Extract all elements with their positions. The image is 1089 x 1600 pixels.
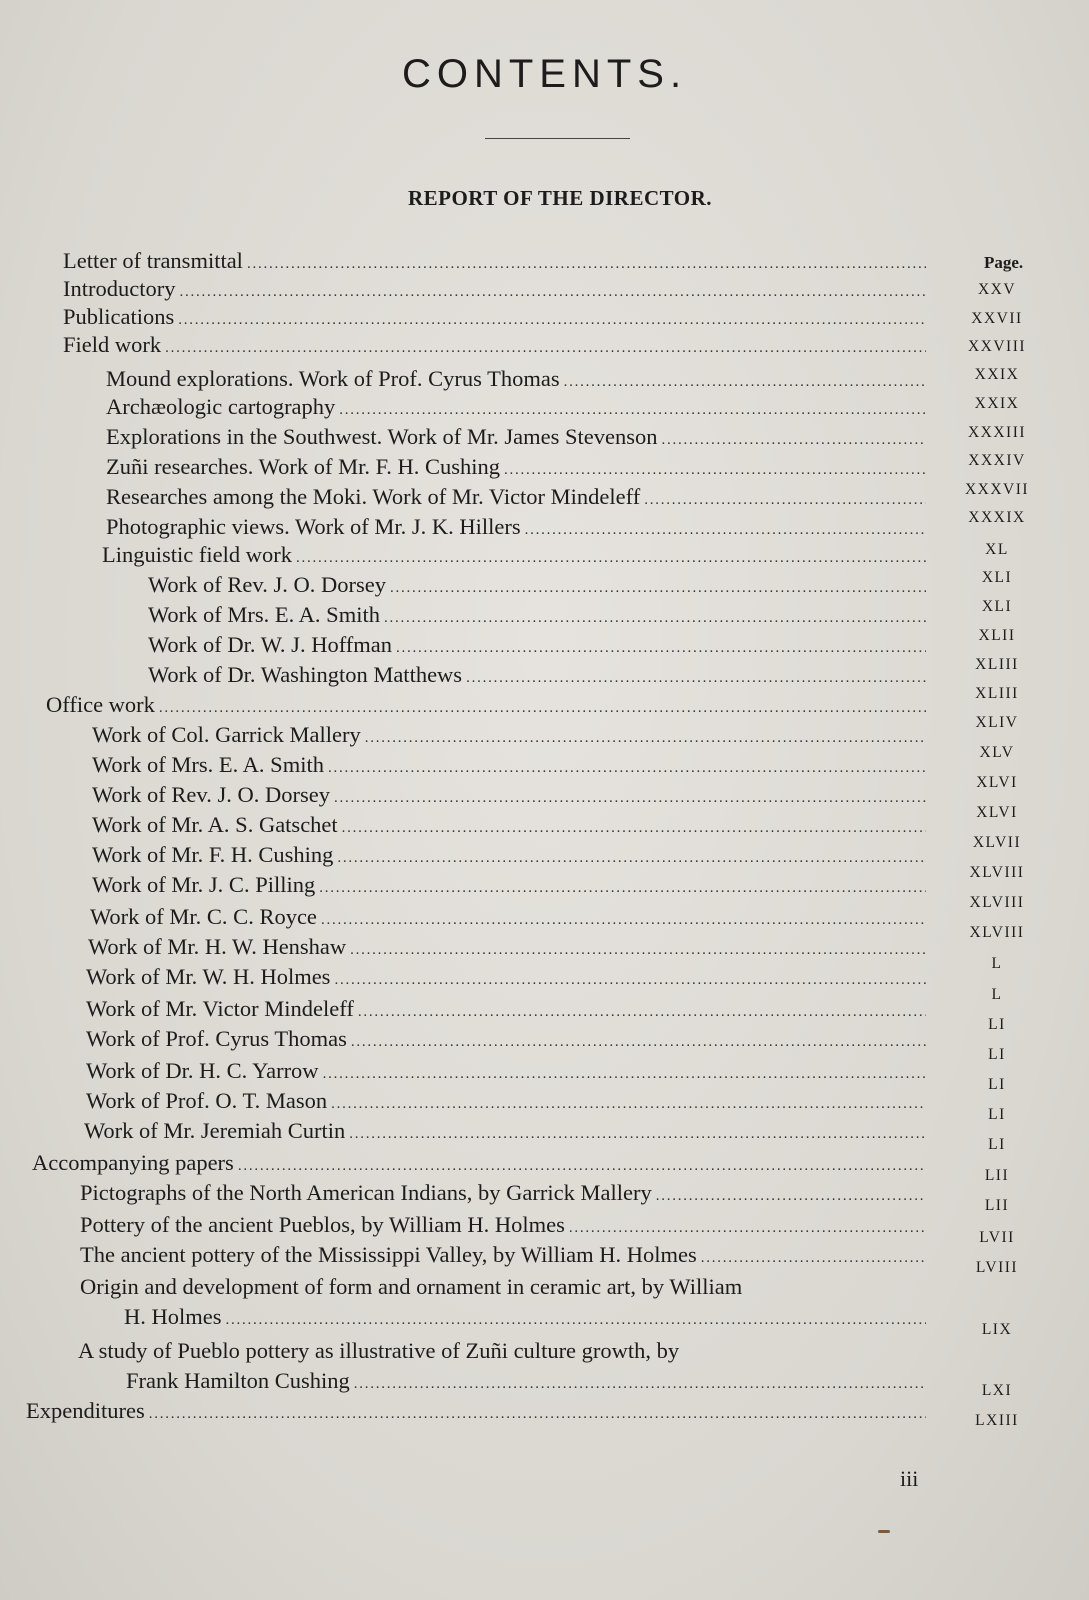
- dot-leader: [238, 1158, 926, 1175]
- toc-entry-label: Mound explorations. Work of Prof. Cyrus Thomas: [106, 366, 560, 391]
- dot-leader: [349, 1126, 926, 1143]
- toc-entry-page: LII: [984, 1167, 1010, 1184]
- toc-entry: [86, 996, 930, 1026]
- dot-leader: [396, 640, 926, 657]
- toc-entry-label: Work of Dr. Washington Matthews: [148, 662, 463, 687]
- toc-entry: [106, 424, 930, 454]
- dot-leader: [296, 550, 926, 567]
- toc-entry-label: Work of Rev. J. O. Dorsey: [92, 782, 330, 807]
- toc-entry: [106, 454, 930, 484]
- dot-leader: [339, 402, 926, 419]
- toc-entry: [63, 276, 930, 306]
- dot-leader: [247, 256, 926, 273]
- dot-leader: [358, 1004, 926, 1021]
- toc-entry-label: Work of Prof. Cyrus Thomas: [86, 1026, 347, 1051]
- toc-entry-page: LI: [988, 1046, 1006, 1063]
- toc-entry-label: Field work: [63, 332, 162, 357]
- toc-entry-page: LXIII: [975, 1412, 1019, 1429]
- toc-entry: [46, 692, 930, 722]
- dot-leader: [354, 1376, 926, 1393]
- toc-entry: [26, 1398, 930, 1428]
- dot-leader: [226, 1312, 927, 1329]
- toc-entry: [63, 248, 930, 278]
- toc-entry: [106, 394, 930, 424]
- toc-entry-label: Explorations in the Southwest. Work of Mr. James Stevenson: [106, 424, 658, 449]
- toc-entry: [86, 1026, 930, 1056]
- dot-leader: [323, 1066, 926, 1083]
- toc-entry-page: L: [991, 955, 1003, 972]
- toc-entry: [80, 1180, 930, 1210]
- dot-leader: [350, 942, 926, 959]
- dot-leader: [149, 1406, 926, 1423]
- dot-leader: [159, 700, 926, 717]
- toc-entry-label: Work of Mrs. E. A. Smith: [148, 602, 380, 627]
- dot-leader: [321, 912, 926, 929]
- toc-entry-page: XXXVII: [964, 481, 1030, 498]
- toc-entry-label: Pictographs of the North American Indians, by Garrick Mallery: [80, 1180, 652, 1205]
- toc-entry-page: L: [991, 986, 1003, 1003]
- toc-entry: [126, 1368, 930, 1398]
- toc-entry-label: Expenditures: [26, 1398, 145, 1423]
- toc-entry-page: XL: [985, 541, 1009, 558]
- dot-leader: [179, 284, 926, 301]
- toc-entry-label: Publications: [63, 304, 175, 329]
- dot-leader: [319, 880, 926, 897]
- toc-entry-page: XXIX: [974, 395, 1020, 412]
- toc-entry: [32, 1150, 930, 1180]
- toc-entry-label: Work of Dr. H. C. Yarrow: [86, 1058, 319, 1083]
- dot-leader: [178, 312, 926, 329]
- toc-entry-label: Work of Dr. W. J. Hoffman: [148, 632, 393, 657]
- toc-entry-page: LXI: [981, 1382, 1013, 1399]
- toc-entry-page: LI: [988, 1136, 1006, 1153]
- dot-leader: [504, 462, 926, 479]
- dot-leader: [384, 610, 926, 627]
- toc-entry-page: LII: [984, 1197, 1010, 1214]
- toc-entry-page: XLVIII: [969, 894, 1025, 911]
- toc-entry: [148, 602, 930, 632]
- toc-entry: [92, 812, 930, 842]
- dot-leader: [564, 374, 926, 391]
- toc-entry-page: XLI: [981, 569, 1013, 586]
- dot-leader: [328, 760, 926, 777]
- toc-entry-page: LI: [988, 1016, 1006, 1033]
- toc-entry-label: Work of Mr. A. S. Gatschet: [92, 812, 338, 837]
- title-rule: [485, 138, 630, 139]
- toc-entry-label: Researches among the Moki. Work of Mr. Victor Mindeleff: [106, 484, 641, 509]
- toc-entry: [102, 542, 930, 572]
- toc-entry-page: LIX: [981, 1321, 1013, 1338]
- toc-entry-label: Linguistic field work: [102, 542, 292, 567]
- page-folio: iii: [900, 1466, 919, 1491]
- toc-entry: [148, 572, 930, 602]
- toc-entry: [92, 782, 930, 812]
- toc-entry-label: Work of Mr. Jeremiah Curtin: [84, 1118, 346, 1143]
- toc-entry-page: XXVIII: [967, 338, 1027, 355]
- toc-entry: [106, 484, 930, 514]
- dot-leader: [390, 580, 926, 597]
- dot-leader: [525, 522, 926, 539]
- toc-entry: [63, 304, 930, 334]
- toc-entry-label: Zuñi researches. Work of Mr. F. H. Cushing: [106, 454, 501, 479]
- toc-entry: [92, 872, 930, 902]
- toc-entry-label: Introductory: [63, 276, 176, 301]
- toc-entry-page: XXXIV: [968, 452, 1026, 469]
- toc-entry-label: Work of Mr. J. C. Pilling: [92, 872, 316, 897]
- dot-leader: [334, 972, 926, 989]
- dot-leader: [365, 730, 926, 747]
- toc-entry-page: XXXIII: [967, 424, 1027, 441]
- toc-entry: [86, 1088, 930, 1118]
- dot-leader: [334, 790, 926, 807]
- toc-entry-label: Work of Mr. C. C. Royce: [90, 904, 317, 929]
- toc-entry-label: A study of Pueblo pottery as illustrative of Zuñi culture growth, by: [78, 1338, 680, 1363]
- toc-entry-page: LI: [988, 1106, 1006, 1123]
- toc-entry-page: XLVIII: [969, 924, 1025, 941]
- dot-leader: [342, 820, 926, 837]
- toc-entry-label: Photographic views. Work of Mr. J. K. Hillers: [106, 514, 521, 539]
- dot-leader: [701, 1250, 926, 1267]
- toc-entry-label: Work of Mr. W. H. Holmes: [86, 964, 331, 989]
- toc-entry-page: XXVII: [971, 310, 1023, 327]
- page-column-label: Page.: [984, 253, 1024, 272]
- toc-entry-label: Work of Mr. Victor Mindeleff: [86, 996, 354, 1021]
- toc-entry-page: XLV: [979, 744, 1015, 761]
- toc-entry-label: Letter of transmittal: [63, 248, 243, 273]
- toc-entry-page: XLIII: [975, 685, 1019, 702]
- toc-entry: [106, 514, 930, 544]
- toc-entry: [148, 632, 930, 662]
- dot-leader: [165, 340, 926, 357]
- dot-leader: [661, 432, 926, 449]
- dot-leader: [331, 1096, 926, 1113]
- dot-leader: [656, 1188, 926, 1205]
- toc-entry-label: Work of Prof. O. T. Mason: [86, 1088, 328, 1113]
- toc-entry: [106, 366, 930, 396]
- toc-entry: [148, 662, 930, 692]
- toc-entry-label: Origin and development of form and ornament in ceramic art, by William: [80, 1274, 743, 1299]
- toc-entry-label: Work of Col. Garrick Mallery: [92, 722, 361, 747]
- dot-leader: [337, 850, 926, 867]
- toc-entry-page: XXIX: [974, 366, 1020, 383]
- toc-entry: [88, 934, 930, 964]
- toc-entry-page: XLVII: [972, 834, 1022, 851]
- toc-entry-label: Frank Hamilton Cushing: [126, 1368, 350, 1393]
- paper-speck: [878, 1530, 890, 1533]
- toc-entry-label: Work of Mrs. E. A. Smith: [92, 752, 324, 777]
- toc-entry-label: The ancient pottery of the Mississippi Valley, by William H. Holmes: [80, 1242, 697, 1267]
- toc-entry-label: Accompanying papers: [32, 1150, 234, 1175]
- toc-entry: [63, 332, 930, 362]
- toc-entry-page: LVII: [979, 1229, 1015, 1246]
- toc-entry-page: XLIV: [975, 714, 1019, 731]
- toc-entry: [86, 1058, 930, 1088]
- toc-entry: [90, 904, 930, 934]
- toc-entry: [84, 1118, 930, 1148]
- toc-entry: [92, 842, 930, 872]
- dot-leader: [569, 1220, 926, 1237]
- toc-entry-label: H. Holmes: [124, 1304, 222, 1329]
- toc-entry-label: Pottery of the ancient Pueblos, by William H. Holmes: [80, 1212, 565, 1237]
- toc-entry-label: Work of Rev. J. O. Dorsey: [148, 572, 386, 597]
- toc-entry-page: XLVI: [976, 774, 1018, 791]
- toc-entry-label: Work of Mr. H. W. Henshaw: [88, 934, 347, 959]
- toc-entry: [92, 752, 930, 782]
- dot-leader: [644, 492, 926, 509]
- toc-entry-page: XLI: [981, 598, 1013, 615]
- toc-entry-label: Office work: [46, 692, 155, 717]
- toc-entry-page: XLVI: [976, 804, 1018, 821]
- toc-entry-page: XXXIX: [968, 509, 1026, 526]
- toc-entry-page: XLII: [978, 627, 1016, 644]
- dot-leader: [466, 670, 926, 687]
- toc-entry-page: XLVIII: [969, 864, 1025, 881]
- page-title: CONTENTS.: [401, 52, 688, 96]
- toc-entry: [80, 1242, 930, 1272]
- toc-entry-page: XLIII: [975, 656, 1019, 673]
- toc-entry: [78, 1338, 930, 1368]
- dot-leader: [351, 1034, 926, 1051]
- toc-entry-label: Work of Mr. F. H. Cushing: [92, 842, 334, 867]
- toc-entry: [124, 1304, 930, 1334]
- section-heading: REPORT OF THE DIRECTOR.: [407, 186, 713, 210]
- toc-entry-label: Archæologic cartography: [106, 394, 336, 419]
- toc-entry: [80, 1274, 930, 1304]
- toc-entry-page: XXV: [977, 281, 1017, 298]
- toc-entry: [92, 722, 930, 752]
- toc-entry: [80, 1212, 930, 1242]
- toc-entry-page: LVIII: [975, 1259, 1019, 1276]
- toc-entry: [86, 964, 930, 994]
- toc-entry-page: LI: [988, 1076, 1006, 1093]
